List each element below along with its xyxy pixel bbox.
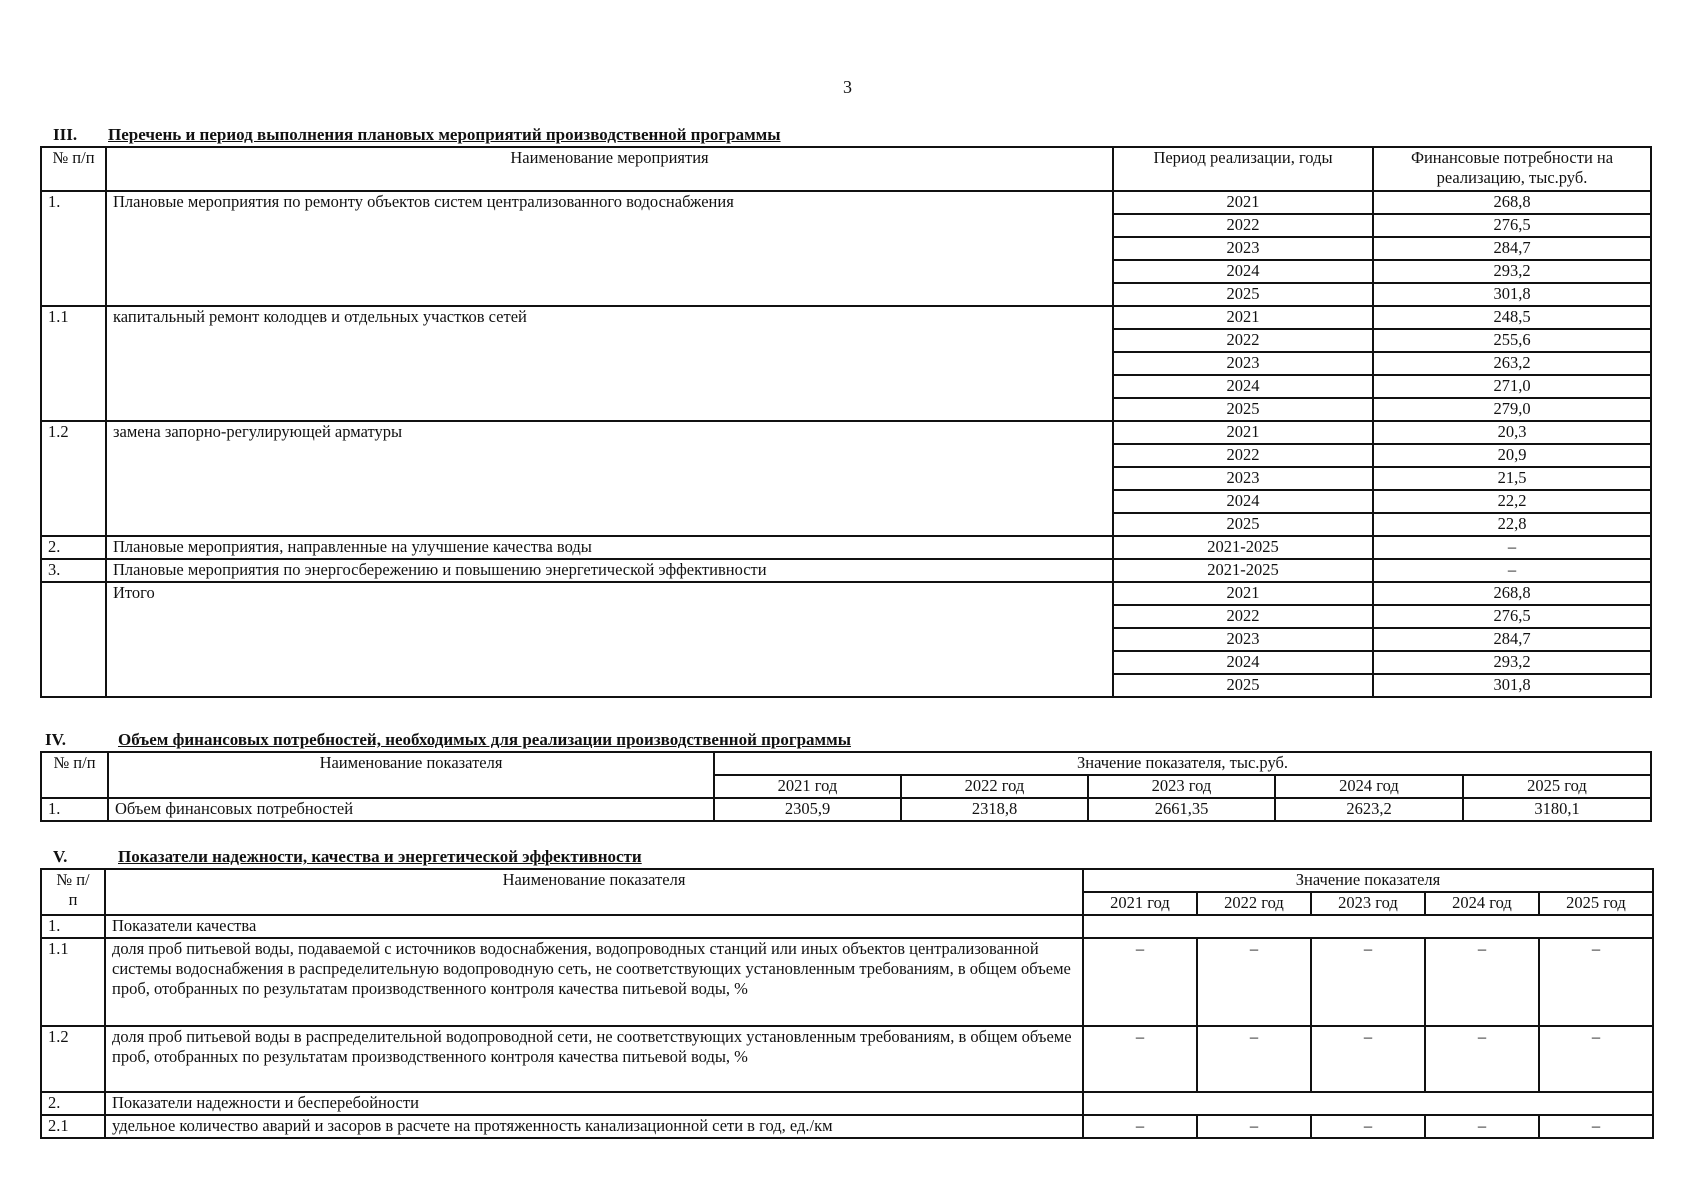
section-4-title-text: Объем финансовых потребностей, необходимых для реализации производственной программы bbox=[118, 730, 851, 749]
table-header-row bbox=[41, 147, 1651, 191]
row-value: – bbox=[1197, 1115, 1311, 1138]
section-3-roman: III. bbox=[53, 125, 78, 144]
row-value: 301,8 bbox=[1373, 283, 1651, 306]
header-year: 2025 год bbox=[1539, 892, 1653, 915]
row-name: Объем финансовых потребностей bbox=[108, 798, 714, 821]
row-value: 271,0 bbox=[1373, 375, 1651, 398]
row-value: – bbox=[1311, 1115, 1425, 1138]
row-year: 2022 bbox=[1113, 444, 1373, 467]
row-empty-values bbox=[1083, 1092, 1653, 1115]
header-year: 2022 год bbox=[1197, 892, 1311, 915]
row-num: 1. bbox=[41, 915, 105, 938]
header-finance: Финансовые потребности на реализацию, тыс.руб. bbox=[1373, 147, 1651, 191]
row-value: 22,8 bbox=[1373, 513, 1651, 536]
row-year: 2025 bbox=[1113, 283, 1373, 306]
header-year: 2025 год bbox=[1463, 775, 1651, 798]
row-value: 2623,2 bbox=[1275, 798, 1463, 821]
table-row bbox=[41, 798, 1651, 821]
row-value: – bbox=[1425, 938, 1539, 1026]
row-num bbox=[41, 582, 106, 697]
row-value: 20,9 bbox=[1373, 444, 1651, 467]
row-year: 2025 bbox=[1113, 674, 1373, 697]
table-header-row bbox=[41, 752, 1651, 775]
row-num: 1. bbox=[41, 798, 108, 821]
row-num: 1. bbox=[41, 191, 106, 306]
header-year: 2024 год bbox=[1425, 892, 1539, 915]
row-value: – bbox=[1083, 1115, 1197, 1138]
row-year: 2023 bbox=[1113, 467, 1373, 490]
header-name: Наименование мероприятия bbox=[106, 147, 1113, 191]
row-value: 21,5 bbox=[1373, 467, 1651, 490]
row-name: Плановые мероприятия, направленные на улучшение качества воды bbox=[106, 536, 1113, 559]
row-value: 3180,1 bbox=[1463, 798, 1651, 821]
row-value: – bbox=[1539, 938, 1653, 1026]
row-value: 276,5 bbox=[1373, 605, 1651, 628]
row-num: 2. bbox=[41, 1092, 105, 1115]
section-5-table bbox=[40, 868, 1654, 1139]
row-num: 1.2 bbox=[41, 1026, 105, 1092]
header-value: Значение показателя bbox=[1083, 869, 1653, 892]
row-year: 2021-2025 bbox=[1113, 536, 1373, 559]
header-year: 2023 год bbox=[1088, 775, 1275, 798]
row-year: 2021 bbox=[1113, 421, 1373, 444]
header-num: № п/п bbox=[41, 752, 108, 798]
section-4-table bbox=[40, 751, 1652, 822]
table-row bbox=[41, 191, 1651, 214]
row-value: 2318,8 bbox=[901, 798, 1088, 821]
table-row bbox=[41, 559, 1651, 582]
row-value: 301,8 bbox=[1373, 674, 1651, 697]
section-3-title-text: Перечень и период выполнения плановых мероприятий производственной программы bbox=[108, 125, 781, 144]
row-num: 2.1 bbox=[41, 1115, 105, 1138]
row-value: – bbox=[1083, 938, 1197, 1026]
row-year: 2021 bbox=[1113, 306, 1373, 329]
header-value: Значение показателя, тыс.руб. bbox=[714, 752, 1651, 775]
row-name: Показатели качества bbox=[105, 915, 1083, 938]
row-year: 2021 bbox=[1113, 191, 1373, 214]
row-value: 20,3 bbox=[1373, 421, 1651, 444]
row-name: доля проб питьевой воды, подаваемой с источников водоснабжения, водопроводных станций или иных объектов централизованной системы водоснабжения в распределительную водопроводную сеть, не соответствующих установленным требованиям, в общем объеме проб, отобранных по результатам производственного контроля качества питьевой воды, % bbox=[105, 938, 1083, 1026]
header-year: 2022 год bbox=[901, 775, 1088, 798]
row-name: доля проб питьевой воды в распределительной водопроводной сети, не соответствующих установленным требованиям, в общем объеме проб, отобранных по результатам производственного контроля качества питьевой воды, % bbox=[105, 1026, 1083, 1092]
section-5-roman: V. bbox=[53, 847, 68, 866]
row-value: – bbox=[1083, 1026, 1197, 1092]
row-year: 2024 bbox=[1113, 375, 1373, 398]
row-value: – bbox=[1311, 938, 1425, 1026]
row-value: 248,5 bbox=[1373, 306, 1651, 329]
row-year: 2024 bbox=[1113, 490, 1373, 513]
table-row bbox=[41, 536, 1651, 559]
header-year: 2021 год bbox=[714, 775, 901, 798]
row-year: 2024 bbox=[1113, 260, 1373, 283]
row-num: 1.1 bbox=[41, 306, 106, 421]
row-value: – bbox=[1539, 1026, 1653, 1092]
section-4-title bbox=[45, 730, 851, 750]
row-value: – bbox=[1373, 559, 1651, 582]
row-name: Плановые мероприятия по энергосбережению и повышению энергетической эффективности bbox=[106, 559, 1113, 582]
row-value: 284,7 bbox=[1373, 628, 1651, 651]
row-value: 263,2 bbox=[1373, 352, 1651, 375]
table-row bbox=[41, 582, 1651, 605]
table-row bbox=[41, 1092, 1653, 1115]
row-name: удельное количество аварий и засоров в расчете на протяженность канализационной сети в год, ед./км bbox=[105, 1115, 1083, 1138]
row-value: 268,8 bbox=[1373, 582, 1651, 605]
row-value: 2661,35 bbox=[1088, 798, 1275, 821]
row-name: Показатели надежности и бесперебойности bbox=[105, 1092, 1083, 1115]
row-year: 2023 bbox=[1113, 237, 1373, 260]
row-value: – bbox=[1425, 1026, 1539, 1092]
row-value: 293,2 bbox=[1373, 651, 1651, 674]
table-row bbox=[41, 1026, 1653, 1092]
row-num: 1.2 bbox=[41, 421, 106, 536]
row-year: 2025 bbox=[1113, 398, 1373, 421]
row-name: Плановые мероприятия по ремонту объектов систем централизованного водоснабжения bbox=[106, 191, 1113, 306]
row-value: 279,0 bbox=[1373, 398, 1651, 421]
header-year: 2023 год bbox=[1311, 892, 1425, 915]
row-value: – bbox=[1539, 1115, 1653, 1138]
row-year: 2021-2025 bbox=[1113, 559, 1373, 582]
header-name: Наименование показателя bbox=[105, 869, 1083, 915]
row-year: 2025 bbox=[1113, 513, 1373, 536]
header-num: № п/п bbox=[41, 147, 106, 191]
header-num: № п/п bbox=[41, 869, 105, 915]
row-empty-values bbox=[1083, 915, 1653, 938]
row-num: 2. bbox=[41, 536, 106, 559]
table-row bbox=[41, 306, 1651, 329]
header-period: Период реализации, годы bbox=[1113, 147, 1373, 191]
table-row bbox=[41, 915, 1653, 938]
row-year: 2022 bbox=[1113, 605, 1373, 628]
row-year: 2021 bbox=[1113, 582, 1373, 605]
table-row bbox=[41, 421, 1651, 444]
row-value: 255,6 bbox=[1373, 329, 1651, 352]
header-year: 2024 год bbox=[1275, 775, 1463, 798]
table-row bbox=[41, 1115, 1653, 1138]
section-5-title-text: Показатели надежности, качества и энергетической эффективности bbox=[118, 847, 642, 866]
table-row bbox=[41, 938, 1653, 1026]
row-name-total: Итого bbox=[106, 582, 1113, 697]
section-5-title bbox=[53, 847, 642, 867]
row-value: – bbox=[1425, 1115, 1539, 1138]
row-year: 2022 bbox=[1113, 214, 1373, 237]
section-3-table bbox=[40, 146, 1652, 698]
row-year: 2023 bbox=[1113, 628, 1373, 651]
table-header-row bbox=[41, 869, 1653, 892]
row-year: 2023 bbox=[1113, 352, 1373, 375]
row-value: 268,8 bbox=[1373, 191, 1651, 214]
header-year: 2021 год bbox=[1083, 892, 1197, 915]
row-year: 2024 bbox=[1113, 651, 1373, 674]
row-value: – bbox=[1311, 1026, 1425, 1092]
header-name: Наименование показателя bbox=[108, 752, 714, 798]
row-value: 276,5 bbox=[1373, 214, 1651, 237]
row-value: 2305,9 bbox=[714, 798, 901, 821]
row-year: 2022 bbox=[1113, 329, 1373, 352]
row-name: замена запорно-регулирующей арматуры bbox=[106, 421, 1113, 536]
row-value: – bbox=[1197, 1026, 1311, 1092]
row-value: 22,2 bbox=[1373, 490, 1651, 513]
row-value: – bbox=[1373, 536, 1651, 559]
page-number: 3 bbox=[843, 77, 852, 97]
section-3-title bbox=[53, 125, 781, 145]
row-name: капитальный ремонт колодцев и отдельных участков сетей bbox=[106, 306, 1113, 421]
row-value: – bbox=[1197, 938, 1311, 1026]
section-4-roman: IV. bbox=[45, 730, 66, 749]
row-value: 284,7 bbox=[1373, 237, 1651, 260]
row-num: 1.1 bbox=[41, 938, 105, 1026]
row-value: 293,2 bbox=[1373, 260, 1651, 283]
row-num: 3. bbox=[41, 559, 106, 582]
